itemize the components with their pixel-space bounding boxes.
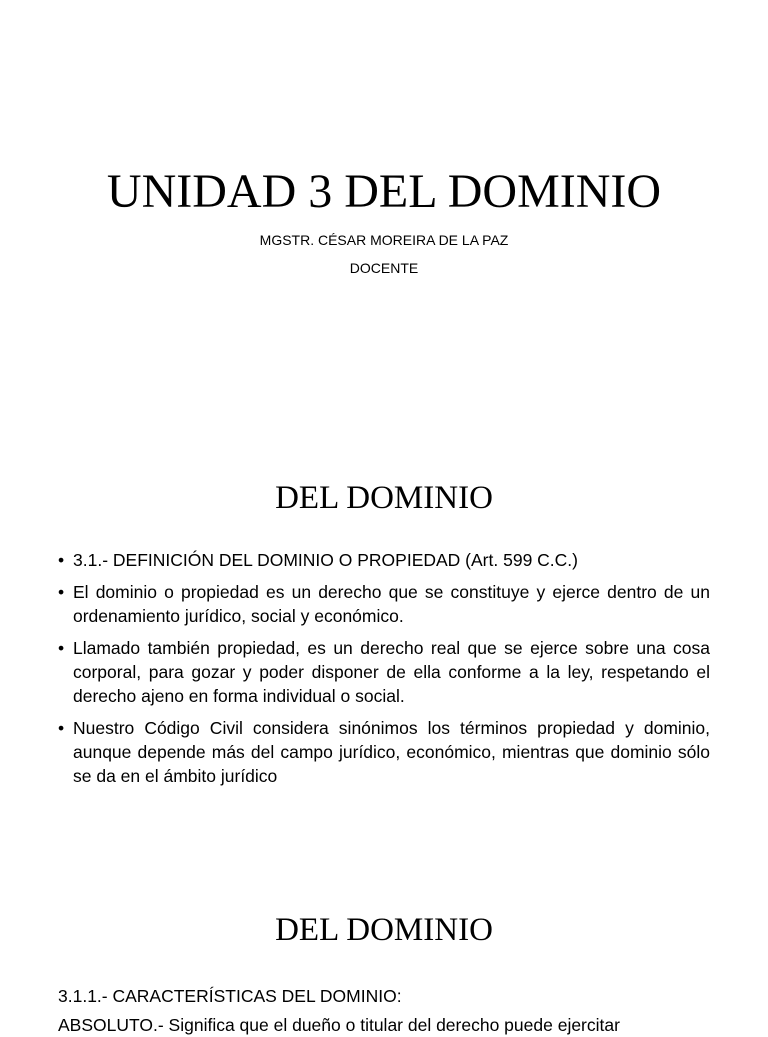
bullet-text: Llamado también propiedad, es un derecho real que se ejerce sobre una cosa corporal, para gozar y poder disponer de ella conforme a la ley, respetando el derecho ajeno en forma individual o social. (73, 638, 710, 706)
bullet-text: Nuestro Código Civil considera sinónimos los términos propiedad y dominio, aunque depende más del campo jurídico, económico, mientras que dominio sólo se da en el ámbito jurídico (73, 718, 710, 786)
bullet-item (58, 716, 710, 788)
bullet-item (58, 580, 710, 628)
author-name: MGSTR. CÉSAR MOREIRA DE LA PAZ (259, 232, 509, 248)
section-title: DEL DOMINIO (275, 912, 493, 948)
author-role: DOCENTE (349, 260, 419, 276)
subsection-heading: 3.1.1.- CARACTERÍSTICAS DEL DOMINIO: (58, 986, 402, 1006)
section-title: DEL DOMINIO (275, 480, 493, 516)
slide-title: UNIDAD 3 DEL DOMINIO (106, 165, 662, 218)
bullet-marker: • (58, 550, 65, 570)
bullet-text: El dominio o propiedad es un derecho que se constituye y ejerce dentro de un ordenamiento jurídico, social y económico. (73, 582, 710, 626)
title-slide (0, 0, 768, 400)
bullet-text: 3.1.- DEFINICIÓN DEL DOMINIO O PROPIEDAD (Art. 599 C.C.) (73, 550, 578, 570)
bullet-item (58, 548, 710, 572)
bullet-marker: • (58, 582, 65, 602)
bullet-item (58, 636, 710, 708)
bullet-marker: • (58, 718, 65, 738)
bullet-marker: • (58, 638, 65, 658)
bullet-list (58, 548, 710, 796)
body-text: ABSOLUTO.- Significa que el dueño o titular del derecho puede ejercitar (58, 1015, 620, 1035)
definition-slide (0, 440, 768, 840)
characteristics-slide (0, 880, 768, 1035)
